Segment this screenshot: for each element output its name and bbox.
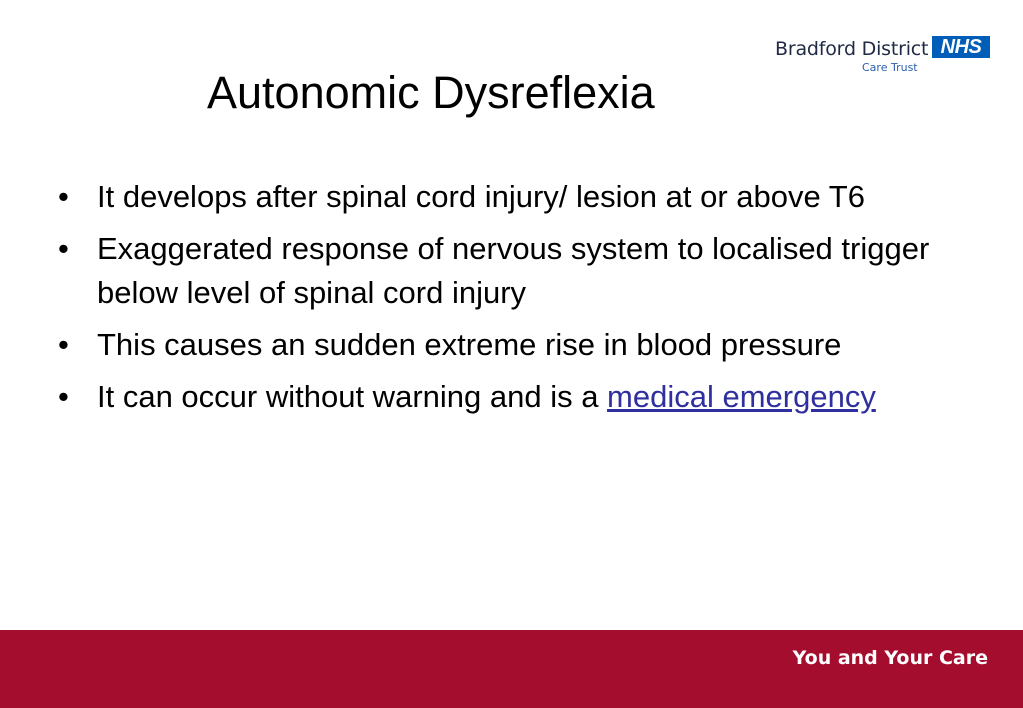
footer-tagline: You and Your Care <box>792 647 988 669</box>
slide-title: Autonomic Dysreflexia <box>207 67 655 118</box>
bullet-item <box>58 375 963 419</box>
bullet-list <box>58 175 963 427</box>
medical-emergency-link[interactable]: medical emergency <box>607 379 876 414</box>
bullet-icon: • <box>58 327 69 362</box>
bullet-icon: • <box>58 231 69 266</box>
bullet-text: It develops after spinal cord injury/ lesion at or above T6 <box>97 179 865 214</box>
nhs-logo <box>775 34 990 78</box>
bullet-item <box>58 227 963 315</box>
footer-bar <box>0 630 1023 708</box>
nhs-badge: NHS <box>932 36 990 58</box>
bullet-text: Exaggerated response of nervous system to localised trigger below level of spinal cord injury <box>97 231 930 310</box>
bullet-text: This causes an sudden extreme rise in blood pressure <box>97 327 842 362</box>
logo-subtitle: Care Trust <box>862 61 918 74</box>
bullet-item <box>58 323 963 367</box>
bullet-icon: • <box>58 379 69 414</box>
bullet-text: It can occur without warning and is a <box>97 379 608 414</box>
bullet-icon: • <box>58 179 69 214</box>
logo-organization: Bradford District <box>775 38 929 60</box>
bullet-item <box>58 175 963 219</box>
